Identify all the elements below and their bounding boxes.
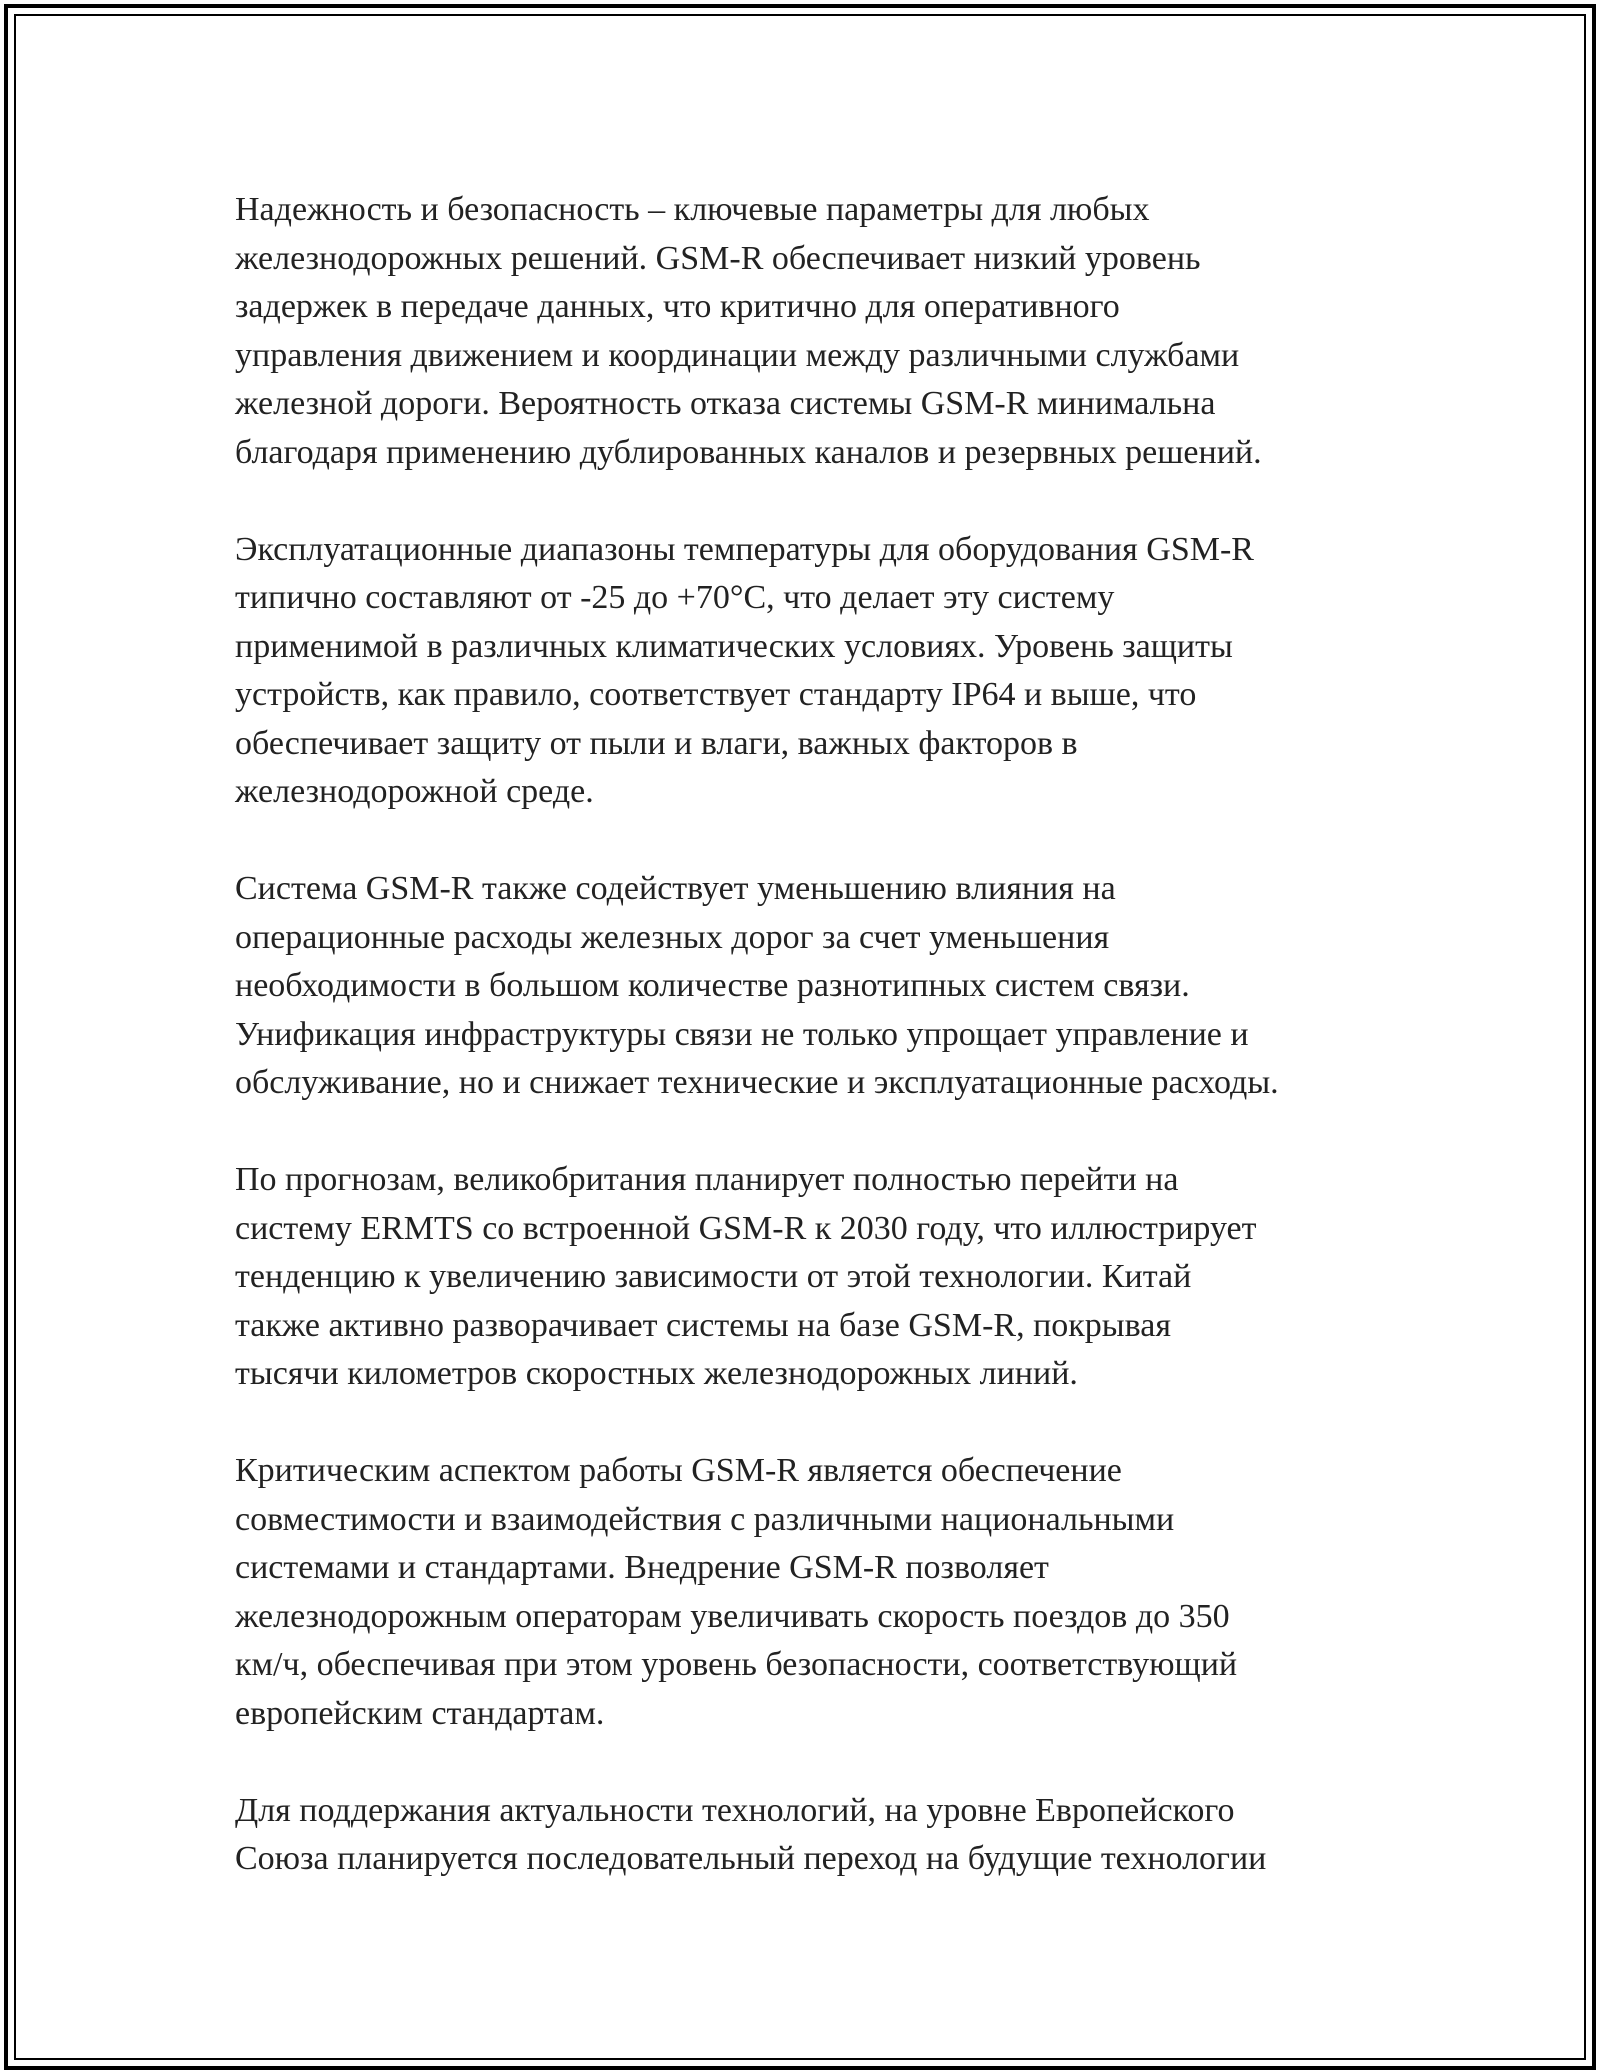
paragraph-forecasts: По прогнозам, великобритания планирует полностью перейти на систему ERMTS со встроенной GSM-R к 2030 году, что иллюстрирует тенденцию к увеличению зависимости от этой технологии. Китай также активно разворачивает системы на базе GSM-R, покрывая тысячи километров скоростных железнодорожных линий. <box>235 1161 1257 1392</box>
paragraph-temperature-range: Эксплуатационные диапазоны температуры для оборудования GSM-R типично составляют от -25 до +70°C, что делает эту систему применимой в различных климатических условиях. Уровень защиты устройств, как правило, соответствует стандарту IP64 и выше, что обеспечивает защиту от пыли и влаги, важных факторов в железнодорожной среде. <box>235 530 1254 810</box>
paragraph-operating-costs: Система GSM-R также содействует уменьшению влияния на операционные расходы железных дорог за счет уменьшения необходимости в большом количестве разнотипных систем связи. Унификация инфраструктуры связи не только упрощает управление и обслуживание, но и снижает технические и эксплуатационные расходы. <box>235 870 1279 1101</box>
paragraph-future-technologies: Для поддержания актуальности технологий, на уровне Европейского Союза планируется последовательный переход на будущие технологии <box>235 1791 1267 1877</box>
document-body <box>235 186 1375 1932</box>
paragraph-compatibility: Критическим аспектом работы GSM-R является обеспечение совместимости и взаимодействия с различными национальными системами и стандартами. Внедрение GSM-R позволяет железнодорожным операторам увеличивать скорость поездов до 350 км/ч, обеспечивая при этом уровень безопасности, соответствующий европейским стандартам. <box>235 1452 1238 1732</box>
paragraph-reliability: Надежность и безопасность – ключевые параметры для любых железнодорожных решений. GSM-R обеспечивает низкий уровень задержек в передаче данных, что критично для оперативного управления движением и координации между различными службами железной дороги. Вероятность отказа системы GSM-R минимальна благодаря применению дублированных каналов и резервных решений. <box>235 191 1262 471</box>
